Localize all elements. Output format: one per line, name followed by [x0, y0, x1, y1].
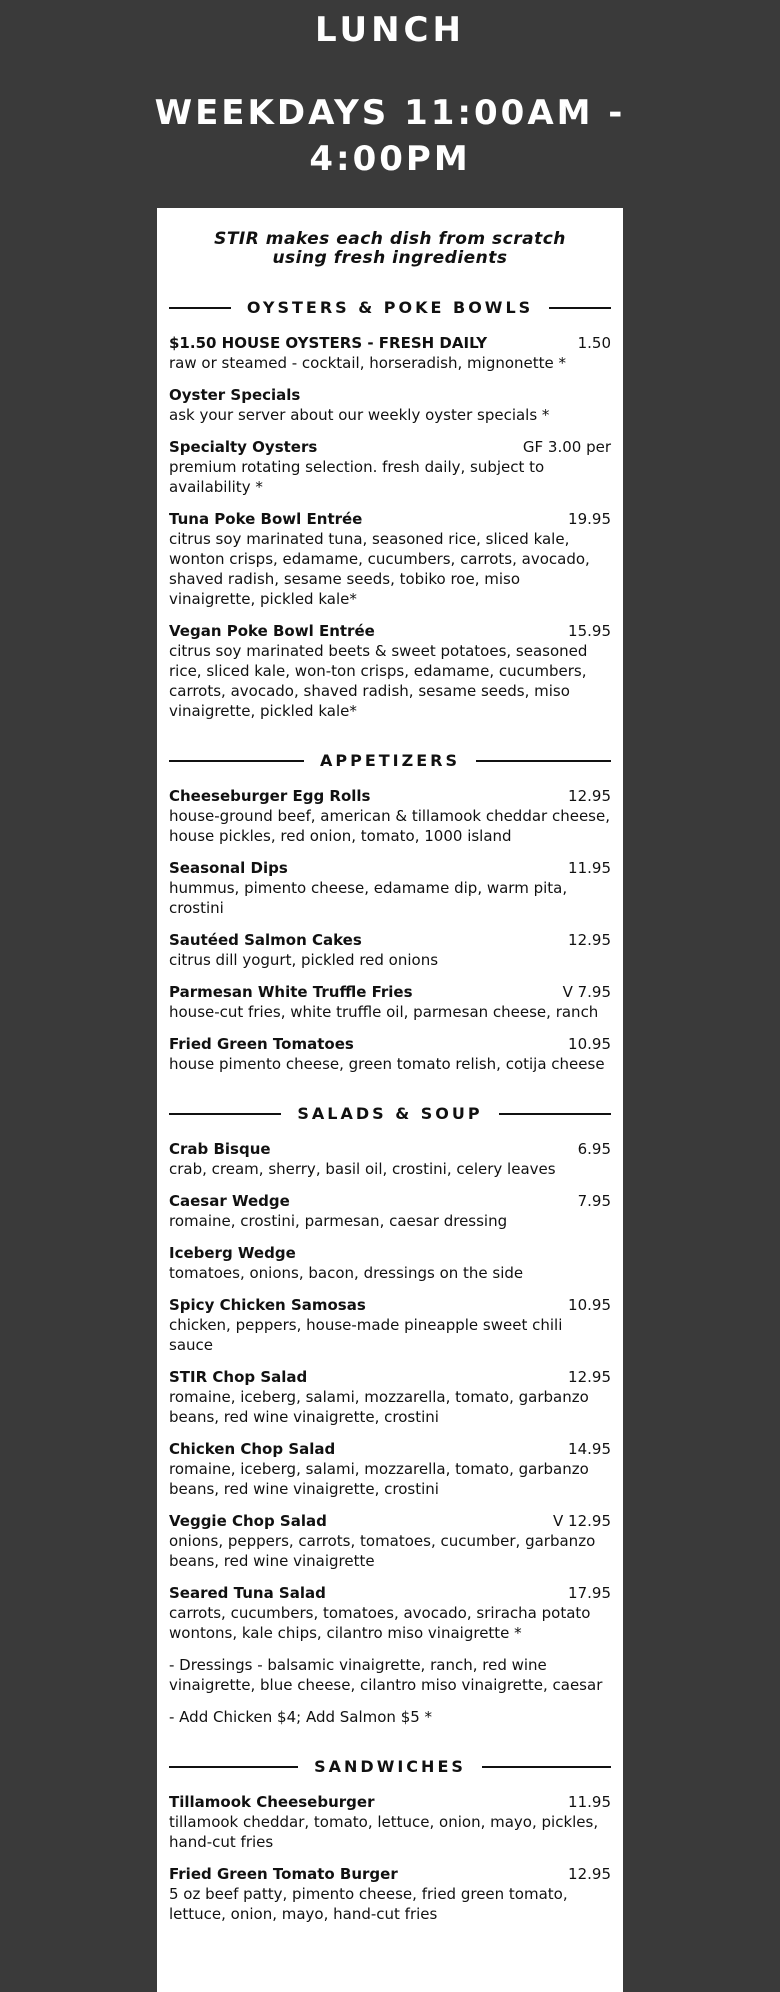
menu-item-description: citrus soy marinated tuna, seasoned rice, sliced kale, wonton crisps, edamame, cucumbers, carrots, avocado, shaved radish, sesame seeds, tobiko roe, miso vinaigrette, pickled kale* [169, 530, 590, 608]
menu-item-description: romaine, iceberg, salami, mozzarella, tomato, garbanzo beans, red wine vinaigrette, crostini [169, 1388, 589, 1426]
menu-item-description: citrus dill yogurt, pickled red onions [169, 951, 439, 969]
menu-item-name: Crab Bisque [169, 1140, 271, 1158]
menu-item-header [169, 1295, 611, 1315]
menu-item-price: GF 3.00 per [522, 438, 611, 456]
menu-item-name: Tuna Poke Bowl Entrée [169, 510, 363, 528]
menu-section [169, 1757, 611, 1924]
menu-item-header [169, 786, 611, 806]
section-heading [169, 751, 611, 770]
menu-item-header [169, 1792, 611, 1812]
menu-item-description: crab, cream, sherry, basil oil, crostini, celery leaves [169, 1160, 556, 1178]
menu-item-description: onions, peppers, carrots, tomatoes, cucumber, garbanzo beans, red wine vinaigrette [169, 1532, 596, 1570]
divider [169, 1766, 298, 1768]
menu-item [169, 1367, 611, 1427]
menu-item [169, 1295, 611, 1355]
menu-item-price: 17.95 [568, 1584, 611, 1602]
menu-item [169, 333, 611, 373]
menu-item-header [169, 1191, 611, 1211]
menu-item-name: $1.50 HOUSE OYSTERS - FRESH DAILY [169, 334, 488, 352]
menu-item-price: 1.50 [577, 334, 611, 352]
menu-item-header [169, 1139, 611, 1159]
menu-item-name: Tillamook Cheeseburger [169, 1793, 375, 1811]
menu-item-header [169, 1243, 611, 1263]
menu-item-name: Spicy Chicken Samosas [169, 1296, 366, 1314]
page-title: LUNCH [315, 10, 465, 50]
menu-item-price: 15.95 [568, 622, 611, 640]
menu-sections [169, 298, 611, 1924]
menu-item-name: Caesar Wedge [169, 1192, 290, 1210]
section-title: OYSTERS & POKE BOWLS [246, 298, 534, 317]
menu-item [169, 437, 611, 497]
menu-item [169, 1792, 611, 1852]
divider [169, 307, 231, 309]
menu-item-header [169, 333, 611, 353]
menu-item-price: 11.95 [568, 859, 611, 877]
menu-card [157, 208, 623, 1992]
menu-item [169, 1439, 611, 1499]
menu-item [169, 1864, 611, 1924]
menu-item [169, 1243, 611, 1283]
menu-item-name: Cheeseburger Egg Rolls [169, 787, 371, 805]
menu-item-price: V 12.95 [553, 1512, 611, 1530]
menu-item-price: 14.95 [568, 1440, 611, 1458]
menu-item [169, 930, 611, 970]
menu-item-header [169, 1583, 611, 1603]
menu-item-description: tillamook cheddar, tomato, lettuce, onion, mayo, pickles, hand-cut fries [169, 1813, 599, 1851]
menu-item-price: 19.95 [568, 510, 611, 528]
section-heading [169, 1757, 611, 1776]
menu-item-description: tomatoes, onions, bacon, dressings on the side [169, 1264, 524, 1282]
menu-item-header [169, 858, 611, 878]
menu-item-price: 11.95 [568, 1793, 611, 1811]
menu-section [169, 298, 611, 721]
menu-item-description: 5 oz beef patty, pimento cheese, fried green tomato, lettuce, onion, mayo, hand-cut fries [169, 1885, 568, 1923]
menu-item-description: carrots, cucumbers, tomatoes, avocado, sriracha potato wontons, kale chips, cilantro miso vinaigrette * [169, 1604, 591, 1642]
divider [549, 307, 611, 309]
menu-item-price: 7.95 [577, 1192, 611, 1210]
menu-item-price: 12.95 [568, 1368, 611, 1386]
menu-item [169, 1139, 611, 1179]
menu-item [169, 1191, 611, 1231]
divider [169, 1113, 281, 1115]
menu-item-name: Vegan Poke Bowl Entrée [169, 622, 375, 640]
section-title: SALADS & SOUP [297, 1104, 483, 1123]
menu-item-header [169, 1439, 611, 1459]
menu-section [169, 751, 611, 1074]
menu-item-price: V 7.95 [562, 983, 611, 1001]
menu-item-description: ask your server about our weekly oyster specials * [169, 406, 550, 424]
divider [499, 1113, 611, 1115]
menu-item-name: Seared Tuna Salad [169, 1584, 326, 1602]
menu-item [169, 982, 611, 1022]
section-heading [169, 1104, 611, 1123]
menu-item-description: citrus soy marinated beets & sweet potatoes, seasoned rice, sliced kale, won-ton crisps, edamame, cucumbers, carrots, avocado, shaved radish, sesame seeds, miso vinaigrette, pickled kale* [169, 642, 588, 720]
menu-item [169, 786, 611, 846]
menu-item [169, 385, 611, 425]
menu-item [169, 509, 611, 609]
menu-header [0, 0, 780, 182]
menu-item-description: romaine, iceberg, salami, mozzarella, tomato, garbanzo beans, red wine vinaigrette, crostini [169, 1460, 589, 1498]
menu-item-header [169, 1864, 611, 1884]
menu-item-description: premium rotating selection. fresh daily, subject to availability * [169, 458, 545, 496]
menu-item-description: hummus, pimento cheese, edamame dip, warm pita, crostini [169, 879, 568, 917]
menu-item-header [169, 1034, 611, 1054]
menu-item-header [169, 385, 611, 405]
menu-item-name: Veggie Chop Salad [169, 1512, 327, 1530]
tagline: STIR makes each dish from scratch using fresh ingredients [214, 229, 566, 268]
menu-item-name: Chicken Chop Salad [169, 1440, 336, 1458]
menu-item-name: Iceberg Wedge [169, 1244, 296, 1262]
menu-item-name: Seasonal Dips [169, 859, 288, 877]
menu-item-description: chicken, peppers, house-made pineapple sweet chili sauce [169, 1316, 563, 1354]
service-hours: WEEKDAYS 11:00AM - 4:00PM [154, 93, 626, 179]
divider [476, 760, 611, 762]
menu-item-description: romaine, crostini, parmesan, caesar dressing [169, 1212, 508, 1230]
menu-section [169, 1104, 611, 1727]
menu-item-header [169, 509, 611, 529]
menu-item-description: house-ground beef, american & tillamook cheddar cheese, house pickles, red onion, tomato, 1000 island [169, 807, 610, 845]
menu-item-name: Fried Green Tomato Burger [169, 1865, 398, 1883]
section-title: APPETIZERS [320, 751, 461, 770]
menu-item-price: 12.95 [568, 1865, 611, 1883]
menu-item-name: Specialty Oysters [169, 438, 318, 456]
menu-item-header [169, 1511, 611, 1531]
menu-note: - Dressings - balsamic vinaigrette, ranch, red wine vinaigrette, blue cheese, cilantro miso vinaigrette, caesar [169, 1656, 603, 1694]
menu-item-name: Parmesan White Truffle Fries [169, 983, 413, 1001]
menu-item-header [169, 982, 611, 1002]
menu-item-price: 6.95 [577, 1140, 611, 1158]
menu-item-name: Oyster Specials [169, 386, 301, 404]
section-heading [169, 298, 611, 317]
menu-item-name: STIR Chop Salad [169, 1368, 308, 1386]
menu-item-price: 10.95 [568, 1296, 611, 1314]
menu-note: - Add Chicken $4; Add Salmon $5 * [169, 1708, 433, 1726]
menu-item-name: Sautéed Salmon Cakes [169, 931, 362, 949]
menu-item-name: Fried Green Tomatoes [169, 1035, 354, 1053]
menu-item [169, 621, 611, 721]
menu-item-header [169, 437, 611, 457]
menu-item-header [169, 1367, 611, 1387]
menu-item [169, 1511, 611, 1571]
menu-item-header [169, 930, 611, 950]
divider [482, 1766, 611, 1768]
menu-item-description: house pimento cheese, green tomato relish, cotija cheese [169, 1055, 605, 1073]
menu-item-price: 12.95 [568, 931, 611, 949]
menu-item [169, 1034, 611, 1074]
menu-item-description: raw or steamed - cocktail, horseradish, mignonette * [169, 354, 567, 372]
menu-item-price: 10.95 [568, 1035, 611, 1053]
divider [169, 760, 304, 762]
menu-item-header [169, 621, 611, 641]
section-title: SANDWICHES [314, 1757, 466, 1776]
menu-item [169, 1583, 611, 1643]
menu-item [169, 858, 611, 918]
menu-item-description: house-cut fries, white truffle oil, parmesan cheese, ranch [169, 1003, 599, 1021]
menu-item-price: 12.95 [568, 787, 611, 805]
